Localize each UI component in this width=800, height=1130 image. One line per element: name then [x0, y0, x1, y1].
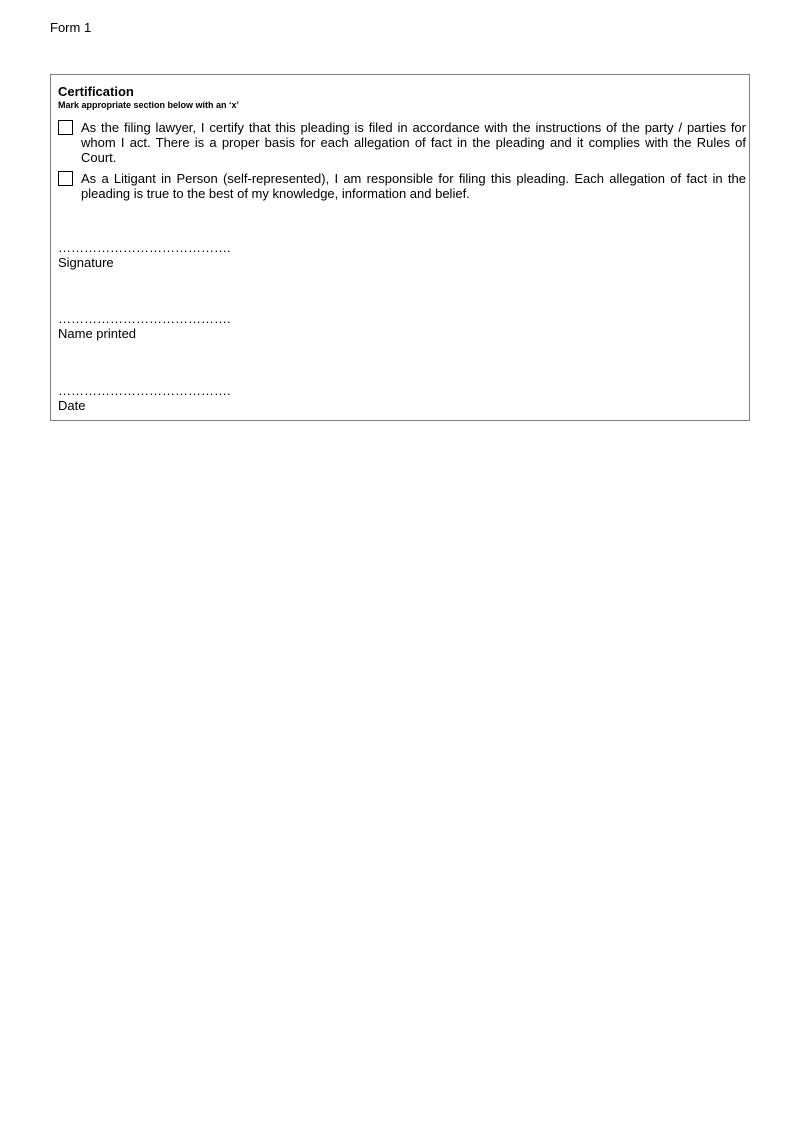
name-printed-label: Name printed [58, 326, 137, 341]
signature-dotted-line: …………………………………. [58, 240, 231, 255]
signature-label: Signature [58, 255, 114, 270]
litigant-certification-option [58, 171, 746, 201]
name-dotted-line: …………………………………. [58, 311, 231, 326]
lawyer-certification-option [58, 120, 746, 165]
certification-instruction: Mark appropriate section below with an ‘x’ [58, 100, 240, 110]
litigant-certification-text: As a Litigant in Person (self-represented), I am responsible for filing this pleading. Each allegation of fact in the pleading is true to the best of my knowledge, information and belief. [81, 171, 746, 201]
date-field[interactable] [58, 383, 278, 413]
date-dotted-line: …………………………………. [58, 383, 231, 398]
lawyer-certification-text: As the filing lawyer, I certify that this pleading is filed in accordance with the instructions of the party / parties for whom I act. There is a proper basis for each allegation of fact in the pleading and it complies with the Rules of Court. [81, 120, 746, 165]
lawyer-certification-checkbox[interactable] [58, 120, 73, 135]
certification-title: Certification [58, 84, 134, 99]
signature-field[interactable] [58, 240, 278, 270]
litigant-certification-checkbox[interactable] [58, 171, 73, 186]
date-label: Date [58, 398, 86, 413]
certification-section [50, 74, 750, 421]
name-printed-field[interactable] [58, 311, 278, 341]
form-number-label: Form 1 [50, 20, 92, 35]
